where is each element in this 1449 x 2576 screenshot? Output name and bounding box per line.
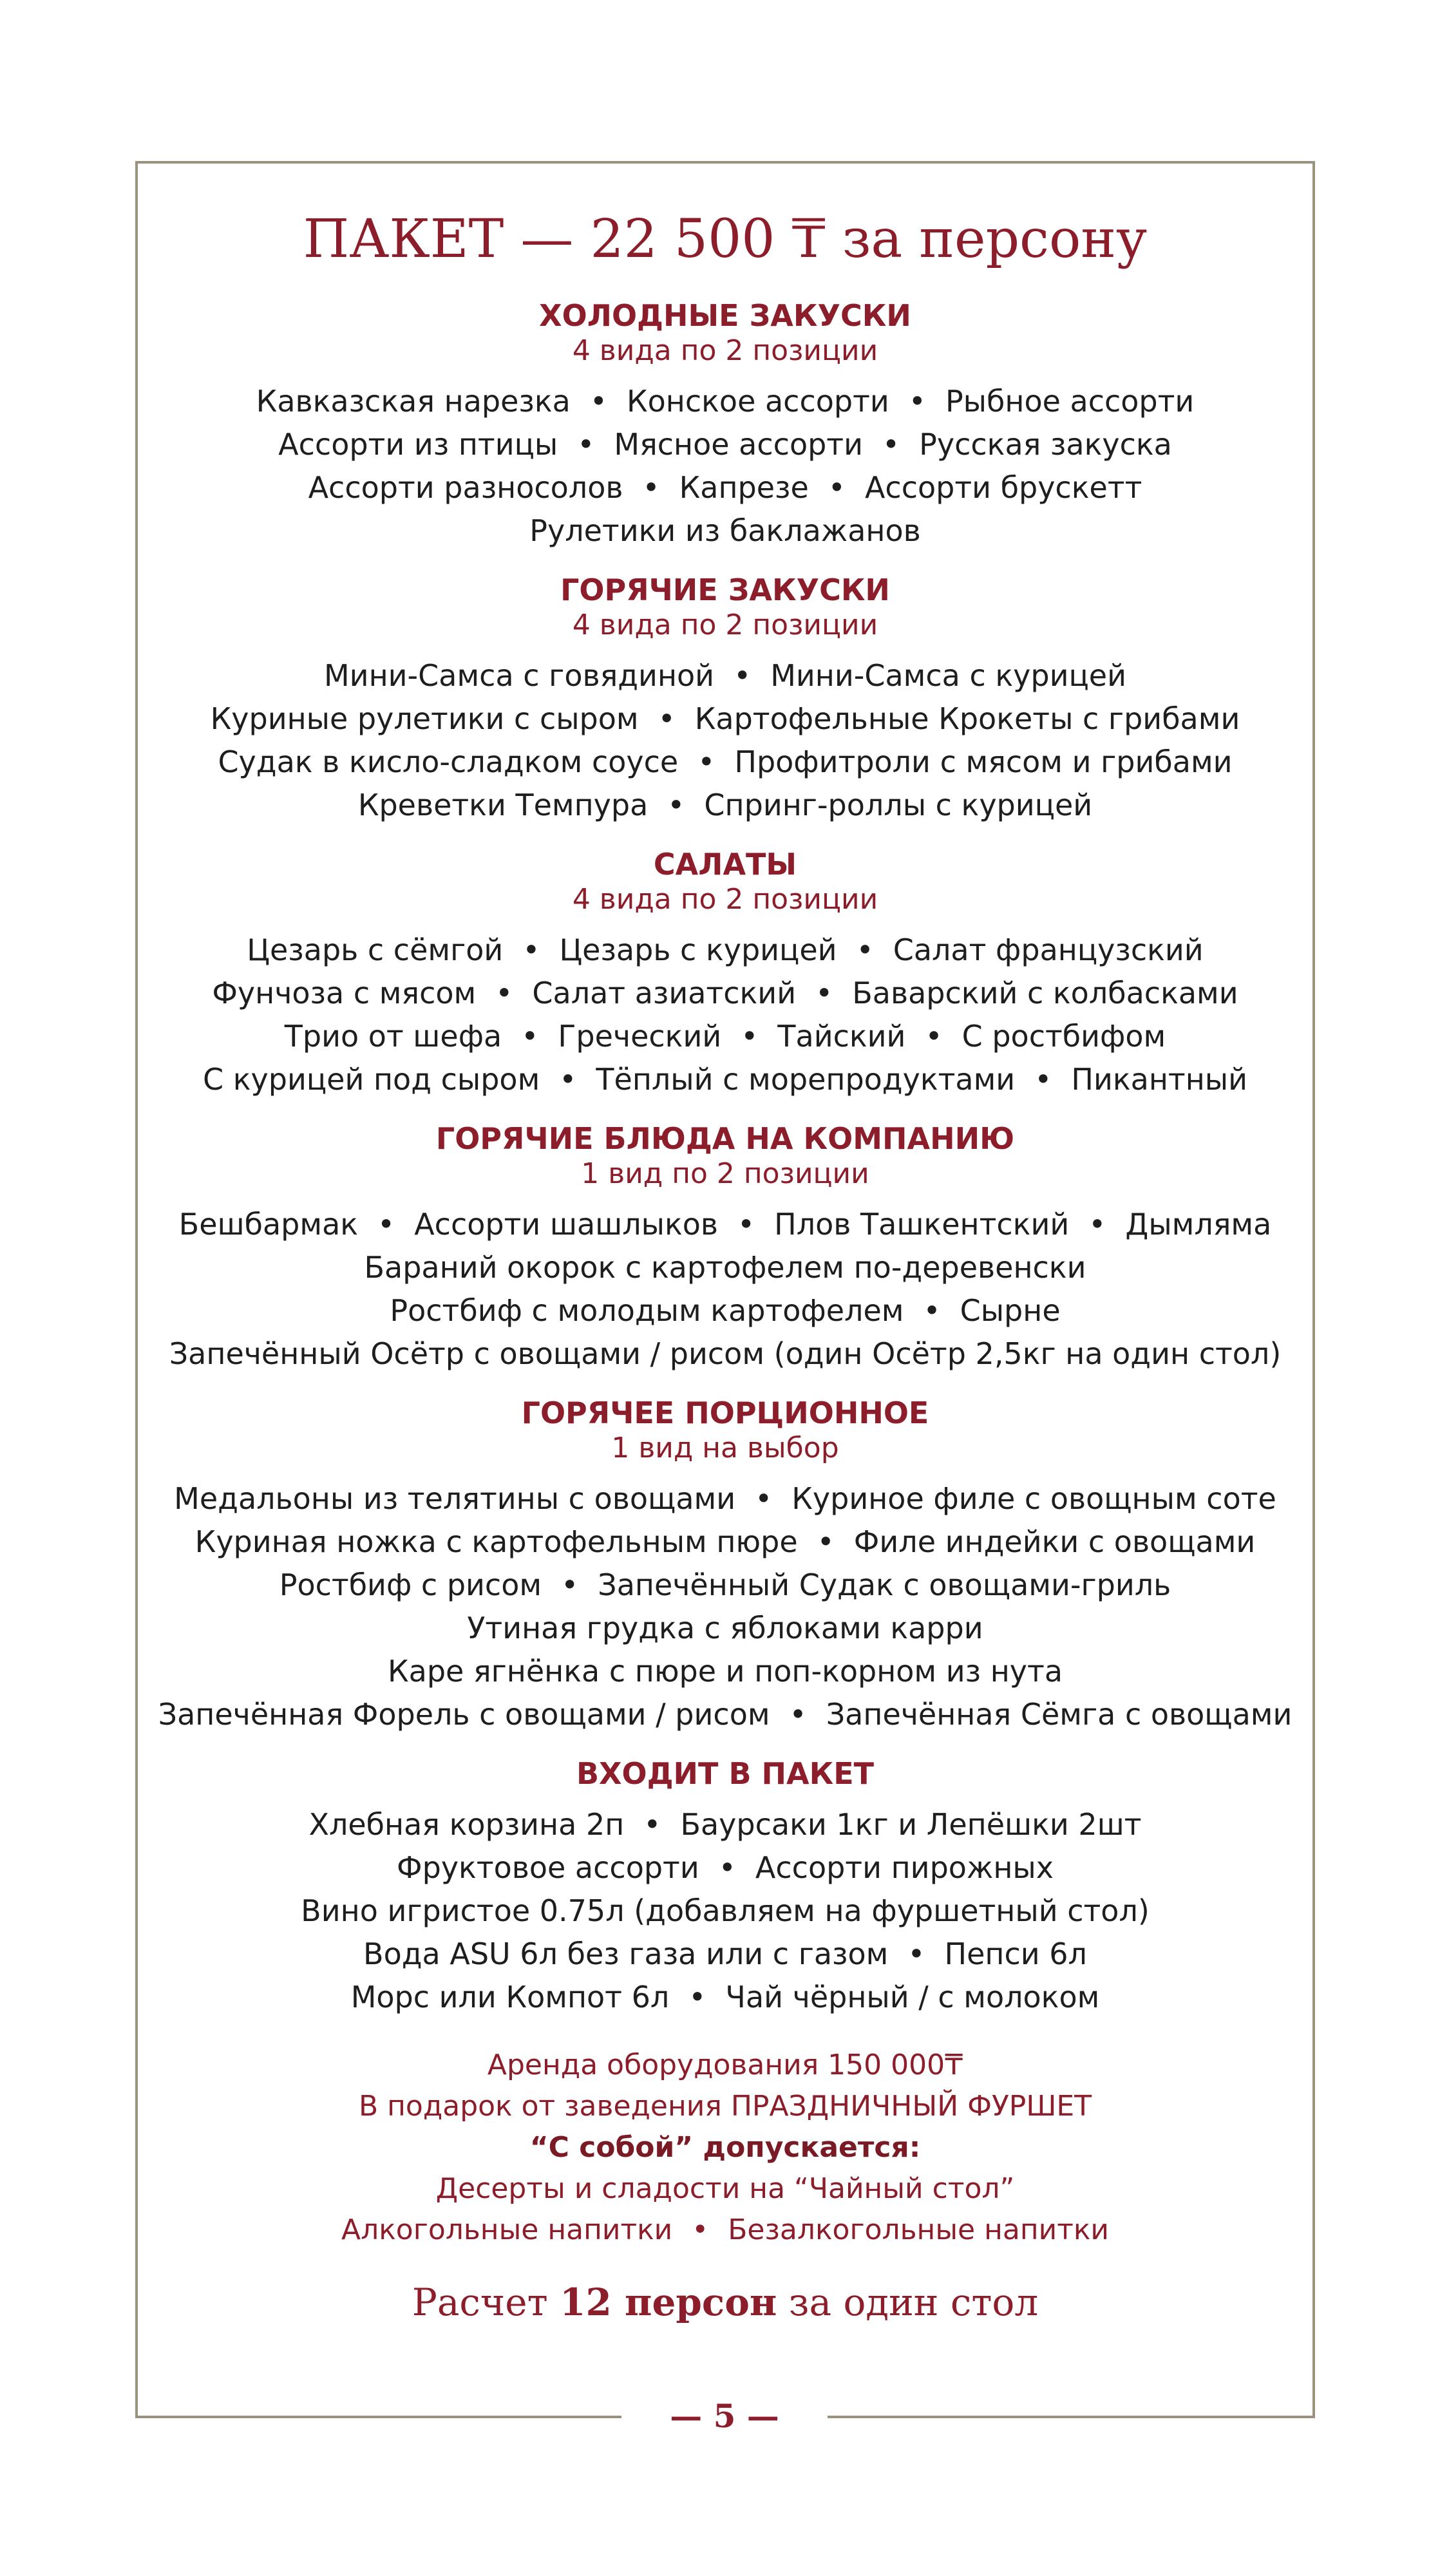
drinks-item-alcohol: Алкогольные напитки bbox=[341, 2213, 673, 2246]
menu-item: Плов Ташкентский bbox=[774, 1207, 1070, 1242]
bullet-separator: • bbox=[828, 470, 846, 505]
menu-item: Цезарь с сёмгой bbox=[247, 933, 504, 967]
bullet-separator: • bbox=[495, 976, 513, 1010]
menu-item: Рулетики из баклажанов bbox=[529, 513, 921, 548]
section-title: ГОРЯЧИЕ БЛЮДА НА КОМПАНИЮ bbox=[435, 1121, 1015, 1156]
menu-item: С ростбифом bbox=[961, 1019, 1166, 1054]
menu-item: С курицей под сыром bbox=[203, 1062, 540, 1097]
menu-line bbox=[138, 1933, 1312, 1976]
menu-item: Рыбное ассорти bbox=[945, 384, 1195, 419]
menu-item: Каре ягнёнка с пюре и поп-корном из нута bbox=[387, 1654, 1063, 1689]
bullet-separator: • bbox=[589, 384, 607, 419]
bullet-separator: • bbox=[658, 701, 676, 736]
menu-item: Ассорти из птицы bbox=[278, 427, 558, 462]
menu-item: Ассорти пирожных bbox=[755, 1850, 1054, 1885]
bullet-separator: • bbox=[697, 744, 715, 779]
section-title: САЛАТЫ bbox=[653, 847, 797, 882]
menu-line bbox=[138, 972, 1312, 1015]
menu-item: Фруктовое ассорти bbox=[397, 1850, 699, 1885]
menu-item: Русская закуска bbox=[919, 427, 1172, 462]
menu-line bbox=[138, 1564, 1312, 1607]
bullet-separator: • bbox=[718, 1850, 736, 1885]
menu-line bbox=[138, 1803, 1312, 1846]
menu-line bbox=[138, 1477, 1312, 1520]
bullet-separator: • bbox=[789, 1697, 807, 1732]
menu-item: Медальоны из телятины с овощами bbox=[174, 1481, 736, 1516]
menu-item: Салат азиатский bbox=[532, 976, 797, 1010]
menu-item: Ассорти разносолов bbox=[308, 470, 623, 505]
menu-line bbox=[138, 380, 1312, 423]
bullet-separator: • bbox=[559, 1062, 577, 1097]
section-title: ГОРЯЧЕЕ ПОРЦИОННОЕ bbox=[521, 1396, 929, 1430]
menu-item: Профитроли с мясом и грибами bbox=[734, 744, 1233, 779]
bullet-separator: • bbox=[755, 1481, 773, 1516]
drinks-note bbox=[138, 2210, 1312, 2251]
menu-item: Тёплый с морепродуктами bbox=[596, 1062, 1016, 1097]
menu-section bbox=[138, 1121, 1312, 1376]
page-title: ПАКЕТ — 22 500 ₸ за персону bbox=[303, 209, 1148, 270]
drinks-item-soft: Безалкогольные напитки bbox=[728, 2213, 1110, 2246]
menu-item: Салат французский bbox=[893, 933, 1204, 967]
menu-item: Конское ассорти bbox=[626, 384, 889, 419]
bullet-separator: • bbox=[815, 976, 833, 1010]
menu-item: Баварский с колбасками bbox=[852, 976, 1238, 1010]
menu-section bbox=[138, 298, 1312, 553]
menu-line bbox=[138, 1889, 1312, 1933]
menu-line bbox=[138, 1693, 1312, 1736]
menu-item: Запечённый Осётр с овощами / рисом (один Осётр 2,5кг на один стол) bbox=[169, 1336, 1282, 1371]
menu-item: Креветки Темпура bbox=[357, 788, 649, 822]
menu-section bbox=[138, 1395, 1312, 1736]
bullet-separator: • bbox=[925, 1019, 943, 1054]
bullet-separator: • bbox=[667, 788, 685, 822]
menu-line bbox=[138, 784, 1312, 827]
bullet-separator: • bbox=[923, 1293, 941, 1328]
menu-item: Ассорти брускетт bbox=[864, 470, 1142, 505]
menu-line bbox=[138, 1607, 1312, 1650]
menu-item: Пикантный bbox=[1071, 1062, 1247, 1097]
menu-item: Трио от шефа bbox=[284, 1019, 502, 1054]
equipment-rental-note: Аренда оборудования 150 000₸ bbox=[487, 2049, 963, 2081]
bullet-separator: • bbox=[642, 470, 660, 505]
menu-item: Тайский bbox=[777, 1019, 906, 1054]
menu-line bbox=[138, 1520, 1312, 1564]
menu-item: Хлебная корзина 2п bbox=[308, 1807, 625, 1842]
bullet-separator: • bbox=[737, 1207, 755, 1242]
bullet-separator: • bbox=[741, 1019, 759, 1054]
menu-item: Ростбиф с молодым картофелем bbox=[390, 1293, 904, 1328]
bullet-separator: • bbox=[908, 384, 926, 419]
menu-item: Куриное филе с овощным соте bbox=[791, 1481, 1276, 1516]
menu-item: Кавказская нарезка bbox=[256, 384, 571, 419]
menu-item: Вода ASU 6л без газа или с газом bbox=[363, 1937, 889, 1971]
menu-line bbox=[138, 1203, 1312, 1246]
menu-item: Морс или Компот 6л bbox=[350, 1980, 670, 2014]
menu-item: Филе индейки с овощами bbox=[853, 1524, 1256, 1559]
menu-line bbox=[138, 654, 1312, 697]
bullet-separator: • bbox=[577, 427, 595, 462]
menu-item: Мясное ассорти bbox=[614, 427, 863, 462]
menu-line bbox=[138, 423, 1312, 466]
section-subtitle: 1 вид на выбор bbox=[611, 1432, 839, 1464]
menu-line bbox=[138, 466, 1312, 509]
bullet-separator: • bbox=[1034, 1062, 1052, 1097]
menu-item: Бараний окорок с картофелем по-деревенски bbox=[364, 1250, 1086, 1285]
menu-item: Сырне bbox=[960, 1293, 1061, 1328]
section-subtitle: 4 вида по 2 позиции bbox=[572, 334, 878, 367]
menu-line bbox=[138, 509, 1312, 553]
bullet-separator: • bbox=[522, 933, 540, 967]
menu-item: Ростбиф с рисом bbox=[279, 1567, 542, 1602]
menu-line bbox=[138, 1650, 1312, 1693]
bullet-separator: • bbox=[734, 658, 752, 693]
menu-item: Запечённая Форель с овощами / рисом bbox=[158, 1697, 770, 1732]
menu-item: Дымляма bbox=[1125, 1207, 1272, 1242]
menu-item: Утиная грудка с яблоками карри bbox=[467, 1611, 983, 1645]
menu-line bbox=[138, 741, 1312, 784]
calc-persons: 12 персон bbox=[560, 2280, 777, 2324]
menu-item: Капрезе bbox=[679, 470, 809, 505]
menu-item: Бешбармак bbox=[178, 1207, 359, 1242]
menu-section bbox=[138, 1756, 1312, 2019]
bullet-separator: • bbox=[907, 1937, 925, 1971]
menu-item: Ассорти шашлыков bbox=[414, 1207, 719, 1242]
section-subtitle: 4 вида по 2 позиции bbox=[572, 609, 878, 641]
menu-item: Запечённый Судак с овощами-гриль bbox=[598, 1567, 1171, 1602]
bullet-separator: • bbox=[521, 1019, 539, 1054]
menu-item: Баурсаки 1кг и Лепёшки 2шт bbox=[680, 1807, 1142, 1842]
menu-item: Запечённая Сёмга с овощами bbox=[826, 1697, 1293, 1732]
menu-item: Пепси 6л bbox=[944, 1937, 1087, 1971]
menu-line bbox=[138, 1246, 1312, 1289]
menu-item: Спринг-роллы с курицей bbox=[704, 788, 1093, 822]
menu-item: Цезарь с курицей bbox=[559, 933, 837, 967]
menu-line bbox=[138, 929, 1312, 972]
menu-section bbox=[138, 572, 1312, 827]
menu-item: Греческий bbox=[558, 1019, 722, 1054]
menu-item: Вино игристое 0.75л (добавляем на фуршетный стол) bbox=[301, 1893, 1150, 1928]
menu-sections bbox=[138, 298, 1312, 2019]
calc-prefix: Расчет bbox=[412, 2280, 560, 2324]
menu-item: Куриная ножка с картофельным пюре bbox=[194, 1524, 798, 1559]
menu-item: Фунчоза с мясом bbox=[212, 976, 477, 1010]
bullet-separator: • bbox=[561, 1567, 579, 1602]
section-title: ВХОДИТ В ПАКЕТ bbox=[576, 1756, 875, 1791]
menu-item: Картофельные Крокеты с грибами bbox=[694, 701, 1240, 736]
menu-item: Куриные рулетики с сыром bbox=[210, 701, 639, 736]
page-number: — 5 — bbox=[670, 2397, 779, 2435]
bullet-separator: • bbox=[856, 933, 874, 967]
bullet-separator: • bbox=[688, 1980, 706, 2014]
menu-line bbox=[138, 1332, 1312, 1376]
bullet-separator: • bbox=[377, 1207, 395, 1242]
bullet-separator: • bbox=[882, 427, 900, 462]
notes-block bbox=[138, 2045, 1312, 2251]
menu-item: Мини-Самса с говядиной bbox=[323, 658, 715, 693]
menu-content bbox=[138, 207, 1312, 2327]
menu-line bbox=[138, 697, 1312, 741]
bullet-separator: • bbox=[692, 2213, 709, 2246]
section-subtitle: 1 вид по 2 позиции bbox=[581, 1157, 869, 1190]
section-title: ГОРЯЧИЕ ЗАКУСКИ bbox=[560, 573, 890, 607]
menu-line bbox=[138, 1846, 1312, 1889]
menu-item: Чай чёрный / с молоком bbox=[725, 1980, 1100, 2014]
bullet-separator: • bbox=[643, 1807, 661, 1842]
menu-line bbox=[138, 1058, 1312, 1101]
menu-item: Мини-Самса с курицей bbox=[770, 658, 1127, 693]
bullet-separator: • bbox=[1088, 1207, 1106, 1242]
bullet-separator: • bbox=[817, 1524, 835, 1559]
persons-calculation bbox=[138, 2278, 1312, 2327]
gift-note: В подарок от заведения ПРАЗДНИЧНЫЙ ФУРШЕТ bbox=[358, 2090, 1092, 2123]
menu-item: Судак в кисло-сладком соусе bbox=[218, 744, 679, 779]
menu-line bbox=[138, 1976, 1312, 2019]
desserts-note: Десерты и сладости на “Чайный стол” bbox=[435, 2172, 1015, 2205]
section-subtitle: 4 вида по 2 позиции bbox=[572, 883, 878, 916]
bring-allowed-title: “С собой” допускается: bbox=[529, 2131, 921, 2164]
menu-section bbox=[138, 846, 1312, 1101]
menu-line bbox=[138, 1289, 1312, 1332]
section-title: ХОЛОДНЫЕ ЗАКУСКИ bbox=[539, 298, 911, 333]
menu-line bbox=[138, 1015, 1312, 1058]
calc-suffix: за один стол bbox=[777, 2280, 1039, 2324]
